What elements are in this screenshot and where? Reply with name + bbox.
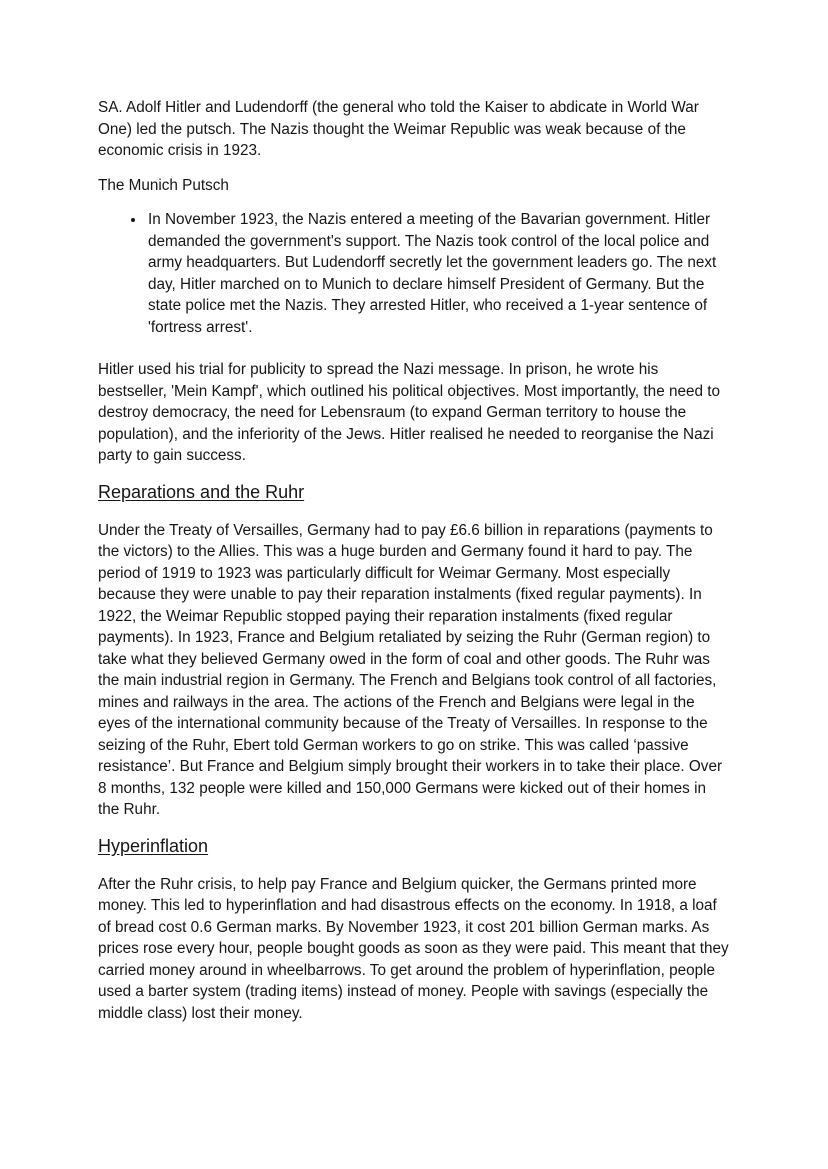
paragraph: Hitler used his trial for publicity to spread the Nazi message. In prison, he wrote his bestseller, 'Mein Kampf', which outlined his political objectives. Most importantly, the need to destroy democracy, the need for Lebensraum (to expand German territory to house the population), and the inferiority of the Jews. Hitler realised he needed to reorganise the Nazi party to gain success. <box>98 361 720 464</box>
section-heading: Hyperinflation <box>98 835 209 856</box>
paragraph: The Munich Putsch <box>98 176 229 194</box>
document-body <box>98 97 730 1024</box>
paragraph: Under the Treaty of Versailles, Germany had to pay £6.6 billion in reparations (payments to the victors) to the Allies. This was a huge burden and Germany found it hard to pay. The period of 1919 to 1923 was particularly difficult for Weimar Germany. Most especially because they were unable to pay their reparation instalments (fixed regular payments). In 1922, the Weimar Republic stopped paying their reparation instalments (fixed regular payments). In 1923, France and Belgium retaliated by seizing the Ruhr (German region) to take what they believed Germany owed in the form of coal and other goods. The Ruhr was the main industrial region in Germany. The French and Belgians took control of all factories, mines and railways in the area. The actions of the French and Belgians were legal in the eyes of the international community because of the Treaty of Versailles. In response to the seizing of the Ruhr, Ebert told German workers to go on strike. This was called ‘passive resistance’. But France and Belgium simply brought their workers in to take their place. Over 8 months, 132 people were killed and 150,000 Germans were kicked out of their homes in the Ruhr. <box>98 521 723 818</box>
section-heading: Reparations and the Ruhr <box>98 481 305 502</box>
list-item: • In November 1923, the Nazis entered a meeting of the Bavarian government. Hitler demanded the government's support. The Nazis took control of the local police and army headquarters. But Ludendorff secretly let the government leaders go. The next day, Hitler marched on to Munich to declare himself President of Germany. But the state police met the Nazis. They arrested Hitler, who received a 1-year sentence of 'fortress arrest'. <box>146 209 730 338</box>
bullet-list <box>98 209 730 338</box>
paragraph: After the Ruhr crisis, to help pay France and Belgium quicker, the Germans printed more money. This led to hyperinflation and had disastrous effects on the economy. In 1918, a loaf of bread cost 0.6 German marks. By November 1923, it cost 201 billion German marks. As prices rose every hour, people bought goods as soon as they were paid. This meant that they carried money around in wheelbarrows. To get around the problem of hyperinflation, people used a barter system (trading items) instead of money. People with savings (especially the middle class) lost their money. <box>98 875 729 1022</box>
paragraph: SA. Adolf Hitler and Ludendorff (the general who told the Kaiser to abdicate in World War One) led the putsch. The Nazis thought the Weimar Republic was weak because of the economic crisis in 1923. <box>98 99 699 159</box>
